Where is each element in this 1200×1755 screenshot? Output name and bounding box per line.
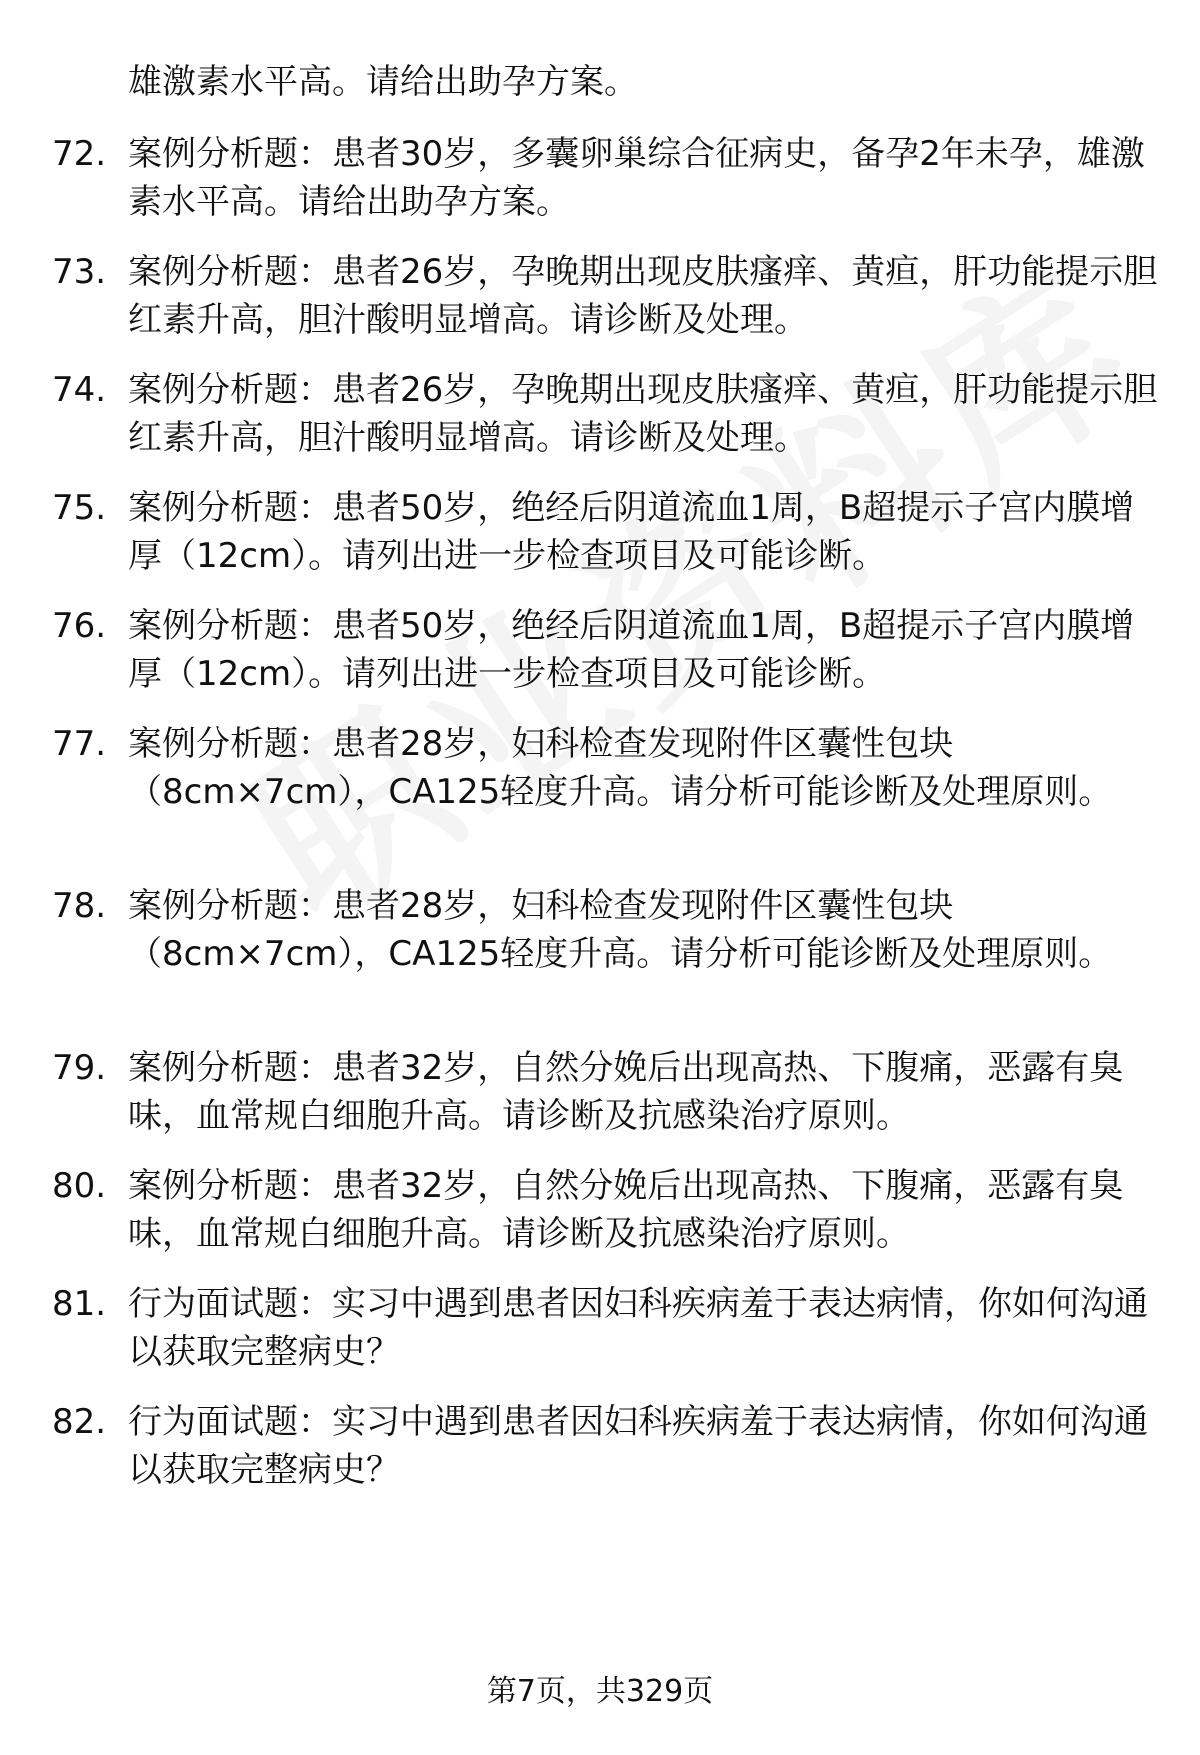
question-text: 案例分析题：患者26岁，孕晚期出现皮肤瘙痒、黄疸，肝功能提示胆红素升高，胆汁酸明显增高。请诊断及处理。 (128, 252, 1158, 340)
question-text: 案例分析题：患者32岁，自然分娩后出现高热、下腹痛，恶露有臭味，血常规白细胞升高。请诊断及抗感染治疗原则。 (128, 1048, 1124, 1136)
question-number: 73. (52, 252, 107, 292)
question-text: 案例分析题：患者50岁，绝经后阴道流血1周，B超提示子宫内膜增厚（12cm）。请列出进一步检查项目及可能诊断。 (128, 488, 1135, 576)
question-number: 72. (52, 134, 107, 174)
question-text: 案例分析题：患者30岁，多囊卵巢综合征病史，备孕2年未孕，雄激素水平高。请给出助孕方案。 (128, 134, 1145, 222)
question-number: 74. (52, 370, 107, 410)
question-number: 78. (52, 886, 107, 926)
question-text: 案例分析题：患者32岁，自然分娩后出现高热、下腹痛，恶露有臭味，血常规白细胞升高。请诊断及抗感染治疗原则。 (128, 1166, 1124, 1254)
question-number: 82. (52, 1402, 107, 1442)
question-number: 76. (52, 606, 107, 646)
question-text: 案例分析题：患者50岁，绝经后阴道流血1周，B超提示子宫内膜增厚（12cm）。请列出进一步检查项目及可能诊断。 (128, 606, 1135, 694)
question-number: 75. (52, 488, 107, 528)
question-text: 案例分析题：患者26岁，孕晚期出现皮肤瘙痒、黄疸，肝功能提示胆红素升高，胆汁酸明显增高。请诊断及处理。 (128, 370, 1158, 458)
page-footer: 第7页，共329页 (486, 1674, 714, 1709)
question-number: 79. (52, 1048, 107, 1088)
question-number: 81. (52, 1284, 107, 1324)
question-number: 77. (52, 724, 107, 764)
question-text: 行为面试题：实习中遇到患者因妇科疾病羞于表达病情，你如何沟通以获取完整病史？ (128, 1402, 1148, 1490)
question-text: 案例分析题：患者28岁，妇科检查发现附件区囊性包块（8cm×7cm），CA125轻度升高。请分析可能诊断及处理原则。 (128, 724, 1113, 812)
question-text: 行为面试题：实习中遇到患者因妇科疾病羞于表达病情，你如何沟通以获取完整病史？ (128, 1284, 1148, 1372)
question-number: 80. (52, 1166, 107, 1206)
continued-question-text: 雄激素水平高。请给出助孕方案。 (128, 62, 638, 102)
question-text: 案例分析题：患者28岁，妇科检查发现附件区囊性包块（8cm×7cm），CA125轻度升高。请分析可能诊断及处理原则。 (128, 886, 1113, 974)
